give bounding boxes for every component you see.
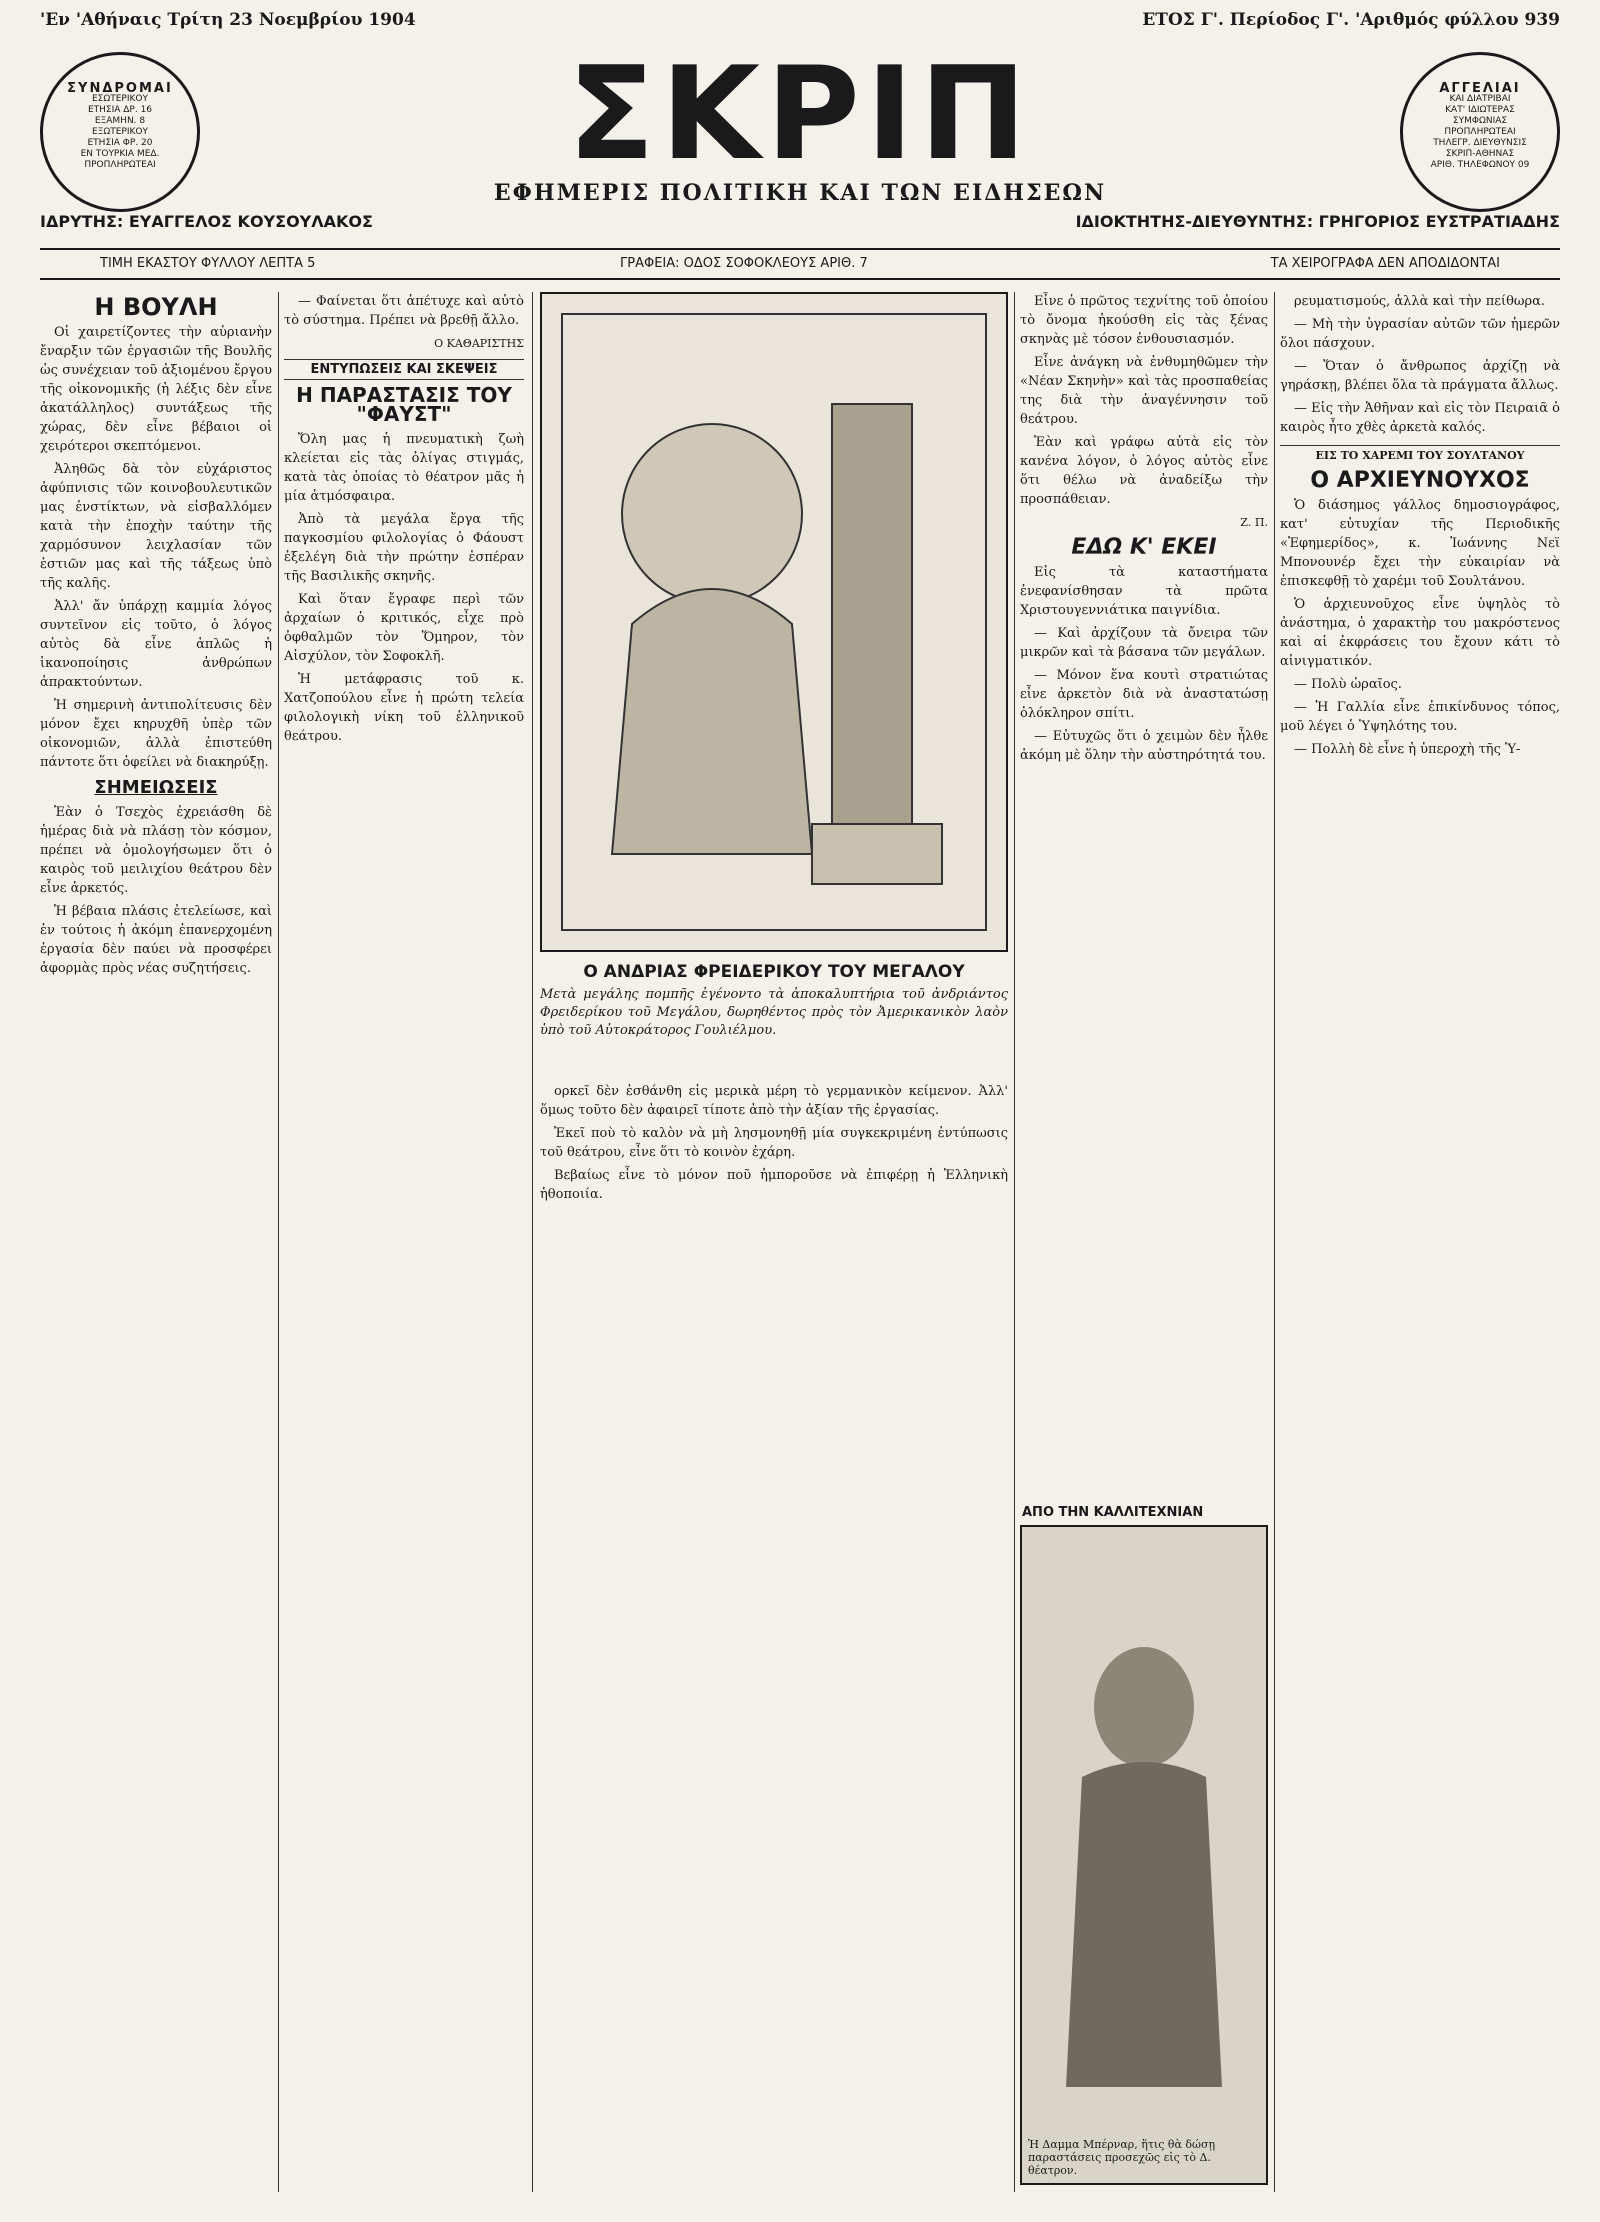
info-bar (40, 248, 1560, 280)
badge-line: ΕΤΗΣΙΑ ΔΡ. 16 (87, 105, 153, 115)
article-paragraph: Εἶνε ὁ πρῶτος τεχνίτης τοῦ ὁποίου τὸ ὄνομα ἠκούσθη εἰς τὰς ξένας σκηνὰς μὲ τόσον ἐνθουσιασμόν. (1020, 294, 1268, 347)
article-paragraph: Ἐὰν καὶ γράφω αὐτὰ εἰς τὸν κανένα λόγον, ὁ λόγος αὐτὸς εἶνε ὅτι θέλω νὰ ἀναδείξω τὴν προσπάθειαν. (1020, 435, 1268, 507)
badge-line: ΕΞΑΜΗΝ. 8 (94, 116, 146, 126)
article-paragraph: Ἀπὸ τὰ μεγάλα ἔργα τῆς παγκοσμίου φιλολογίας ὁ Φάουστ ἐξελέγη διὰ τὴν πρώτην ἑσπέραν τῆς Βασιλικῆς σκηνῆς. (284, 512, 524, 584)
art-photo-caption: Ἡ Δαμμα Μπέρναρ, ἥτις θὰ δώσῃ παραστάσεις προσεχῶς εἰς τὸ Δ. θέατρον. (1028, 2138, 1216, 2177)
subscription-badge (40, 52, 200, 212)
article-paragraph: — Φαίνεται ὅτι ἀπέτυχε καὶ αὐτὸ τὸ σύστημα. Πρέπει νὰ βρεθῇ ἄλλο. (284, 294, 524, 328)
section-label: ΕΝΤΥΠΩΣΕΙΣ ΚΑΙ ΣΚΕΨΕΙΣ (284, 359, 524, 380)
office-address: ΓΡΑΦΕΙΑ: ΟΔΟΣ ΣΟΦΟΚΛΕΟΥΣ ΑΡΙΘ. 7 (620, 256, 868, 271)
article-paragraph: Καὶ ὅταν ἔγραφε περὶ τῶν ἀρχαίων ὁ κριτικός, εἶχε πρὸ ὀφθαλμῶν τὸν Ὅμηρον, τὸν Αἰσχύλον, τὸν Σοφοκλῆ. (284, 592, 524, 664)
section-label: ΕΙΣ ΤΟ ΧΑΡΕΜΙ ΤΟΥ ΣΟΥΛΤΑΝΟΥ (1280, 445, 1560, 465)
article-paragraph: Ὁ διάσημος γάλλος δημοσιογράφος, κατ' εὐτυχίαν τῆς Περιοδικῆς «Ἐφημερίδος», κ. Ἰωάννης Νεϊ Μπονουνέρ ἔχει τὴν εὐκαιρίαν νὰ ἐπισκεφθῇ τὸ χαρέμι τοῦ Σουλτάνου. (1280, 498, 1560, 589)
badge-line: ΕΤΗΣΙΑ ΦΡ. 20 (87, 138, 153, 148)
badge-line: ΚΑΤ' ΙΔΙΩΤΕΡΑΣ (1445, 105, 1515, 115)
price-notice: ΤΙΜΗ ΕΚΑΣΤΟΥ ΦΥΛΛΟΥ ΛΕΠΤΑ 5 (100, 256, 316, 271)
article-paragraph: Ὅλη μας ἡ πνευματικὴ ζωὴ κλείεται εἰς τὰς ὀλίγας στιγμάς, κατὰ τὰς ὁποίας τὸ θέατρον μᾶς ἡ μία ἀτμόσφαιρα. (284, 432, 524, 504)
column-rule (278, 292, 279, 2192)
newspaper-subtitle: ΕΦΗΜΕΡΙΣ ΠΟΛΙΤΙΚΗ ΚΑΙ ΤΩΝ ΕΙΔΗΣΕΩΝ (493, 180, 1107, 206)
news-item: Εἰς τὰ καταστήματα ἐνεφανίσθησαν τὰ πρῶτα Χριστουγεννιάτικα παιγνίδια. (1020, 565, 1268, 618)
badge-line: ΑΡΙΘ. ΤΗΛΕΦΩΝΟΥ 09 (1430, 160, 1530, 170)
statue-caption-title: Ο ΑΝΔΡΙΑΣ ΦΡΕΙΔΕΡΙΚΟΥ ΤΟΥ ΜΕΓΑΛΟΥ (583, 962, 965, 982)
badge-line: ΣΥΜΦΩΝΙΑΣ (1452, 116, 1508, 126)
article-paragraph: Ἐὰν ὁ Τσεχὸς ἐχρειάσθη δὲ ἡμέρας διὰ νὰ πλάσῃ τὸν κόσμον, πρέπει νὰ ὁμολογήσωμεν ὅτι ὁ καιρὸς τοῦ μειλιχίου θεάτρου δὲν εἶνε ἀρκετός. (40, 805, 272, 896)
article-heading: Η ΠΑΡΑΣΤΑΣΙΣ ΤΟΥ "ΦΑΥΣΤ" (296, 383, 512, 426)
article-paragraph: — Ἡ Γαλλία εἶνε ἐπικίνδυνος τόπος, μοῦ λέγει ὁ Ὑψηλότης του. (1280, 700, 1560, 734)
column-rule (1274, 292, 1275, 2192)
column-center (540, 292, 1008, 2192)
article-paragraph: Ὁ ἀρχιευνοῦχος εἶνε ὑψηλὸς τὸ ἀνάστημα, ὁ χαρακτὴρ του μακρόστενος καὶ αἱ ἐκφράσεις του ἔχουν κάτι τὸ αἰνιγματικόν. (1280, 597, 1560, 669)
manuscripts-notice: ΤΑ ΧΕΙΡΟΓΡΑΦΑ ΔΕΝ ΑΠΟΔΙΔΟΝΤΑΙ (1270, 256, 1500, 271)
column-faust (284, 292, 524, 2192)
issue-number: ΕΤΟΣ Γ'. Περίοδος Γ'. 'Αριθμός φύλλου 939 (1142, 10, 1560, 30)
dateline-bar (40, 10, 1560, 36)
article-paragraph: Ἐκεῖ ποὺ τὸ καλὸν νὰ μὴ λησμονηθῇ μία συγκεκριμένη ἐντύπωσις τοῦ θεάτρου, εἶνε ὅτι τὸ κοινὸν ἐχάρη. (540, 1126, 1008, 1160)
badge-line: ΠΡΟΠΛΗΡΩΤΕΑΙ (1444, 127, 1516, 137)
article-heading: Η ΒΟΥΛΗ (94, 293, 218, 321)
article-paragraph: ρευματισμούς, ἀλλὰ καὶ τὴν πείθωρα. (1294, 294, 1546, 309)
article-paragraph: Ἡ βέβαια πλάσις ἐτελείωσε, καὶ ἐν τούτοις ἡ ἀκόμη ἐπανερχομένη ἐργασία δὲν παύει νὰ προσφέρει ἀφορμὰς πρὸς νέας συζητήσεις. (40, 904, 272, 976)
art-photo (1020, 1505, 1268, 2185)
statue-caption-body: Μετὰ μεγάλης πομπῆς ἐγένοντο τὰ ἀποκαλυπτήρια τοῦ ἀνδριάντος Φρειδερίκου τοῦ Μεγάλου, δωρηθέντος πρὸς τὸν Ἀμερικανικὸν λαὸν ὑπὸ τοῦ Αὐτοκράτορος Γουλιέλμου. (540, 987, 1008, 1038)
column-rule (1014, 292, 1015, 2192)
article-paragraph: — Ὅταν ὁ ἄνθρωπος ἀρχίζῃ νὰ γηράσκῃ, βλέπει ὅλα τὰ πράγματα ἄλλως. (1280, 359, 1560, 393)
article-paragraph: — Εἰς τὴν Ἀθῆναν καὶ εἰς τὸν Πειραιᾶ ὁ καιρὸς ἦτο χθὲς ἀρκετὰ καλός. (1280, 401, 1560, 435)
news-item: — Εὐτυχῶς ὅτι ὁ χειμὼν δὲν ἦλθε ἀκόμη μὲ ὅλην τὴν αὐστηρότητά του. (1020, 729, 1268, 763)
badge-line: ΣΚΡΙΠ-ΑΘΗΝΑΣ (1445, 149, 1515, 159)
badge-line: ΕΝ ΤΟΥΡΚΙΑ ΜΕΔ. (80, 149, 160, 159)
badge-line: ΕΣΩΤΕΡΙΚΟΥ (92, 94, 148, 104)
signature: Ζ. Π. (1240, 516, 1268, 529)
article-heading: ΣΗΜΕΙΩΣΕΙΣ (94, 777, 218, 798)
column-vouli (40, 292, 272, 2192)
masthead (300, 40, 1300, 206)
article-paragraph: Βεβαίως εἶνε τὸ μόνον ποῦ ἠμποροῦσε νὰ ἐπιφέρῃ ἡ Ἑλληνικὴ ἡθοποιία. (540, 1168, 1008, 1202)
advertising-badge (1400, 52, 1560, 212)
column-edo-kekei (1020, 292, 1268, 1502)
actress-portrait-image (1022, 1527, 1266, 2127)
article-paragraph: Οἱ χαιρετίζοντες τὴν αὐριανὴν ἔναρξιν τῶν ἐργασιῶν τῆς Βουλῆς ὡς συνέχειαν τοῦ ἀξιομένου ἔργου τῆς οἰκονομικῆς (ἡ λέξις δὲν εἶνε ἀκατάλληλος) συντάξεως τῆς χώρας, δὲν εἶνε βέβαιοι οἱ χειρότεροι σκεπτόμενοι. (40, 325, 272, 454)
article-paragraph: ορκεῖ δὲν ἐσθάνθη εἰς μερικὰ μέρη τὸ γερμανικὸν κείμενον. Ἀλλ' ὅμως τοῦτο δὲν ἀφαιρεῖ τίποτε ἀπὸ τὴν ἀξίαν τῆς ἐργασίας. (540, 1084, 1008, 1118)
article-paragraph: Ἡ σημερινὴ ἀντιπολίτευσις δὲν μόνον ἔχει κηρυχθῆ ὑπὲρ τῶν οἰκονομιῶν, ἀλλὰ ἐπιστεύθη πάντοτε ὅτι ὀφείλει νὰ διακηρύξῃ. (40, 698, 272, 770)
badge-line: ΤΗΛΕΓΡ. ΔΙΕΥΘΥΝΣΙΣ (1433, 138, 1527, 148)
article-paragraph: — Πολὺ ὡραῖος. (1294, 677, 1402, 692)
owner-line: ΙΔΙΟΚΤΗΤΗΣ-ΔΙΕΥΘΥΝΤΗΣ: ΓΡΗΓΟΡΙΟΣ ΕΥΣΤΡΑΤΙΑΔΗΣ (1075, 212, 1560, 231)
advertising-badge-title: ΑΓΓΕΛΙΑΙ (1439, 81, 1521, 96)
signature: Ο ΚΑΘΑΡΙΣΤΗΣ (434, 337, 524, 350)
badge-line: ΕΞΩΤΕΡΙΚΟΥ (92, 127, 148, 137)
article-heading: Ο ΑΡΧΙΕΥΝΟΥΧΟΣ (1310, 468, 1530, 493)
subscription-badge-title: ΣΥΝΔΡΟΜΑΙ (67, 81, 173, 96)
dateline: 'Εν 'Αθήναις Τρίτη 23 Νοεμβρίου 1904 (40, 10, 416, 30)
column-rule (532, 292, 533, 2192)
article-paragraph: Εἶνε ἀνάγκη νὰ ἐνθυμηθῶμεν τὴν «Νέαν Σκηνὴν» καὶ τὰς προσπαθείας της διὰ τὴν ἀναγέννησιν τοῦ θεάτρου. (1020, 355, 1268, 427)
article-paragraph: — Μὴ τὴν ὑγρασίαν αὐτῶν τῶν ἡμερῶν ὅλοι πάσχουν. (1280, 317, 1560, 351)
news-item: — Καὶ ἀρχίζουν τὰ ὄνειρα τῶν μικρῶν καὶ τὰ βάσανα τῶν μεγάλων. (1020, 626, 1268, 660)
article-paragraph: Ἀλλ' ἄν ὑπάρχῃ καμμία λόγος συντεῖνον εἰς τοῦτο, ὁ λόγος αὐτὸς δὰ εἶνε ἁπλῶς ἡ ἱκανοποίησις ἀνθρώπων ἀπρακτούντων. (40, 599, 272, 690)
news-item: — Μόνον ἕνα κουτὶ στρατιώτας εἶνε ἀρκετὸν διὰ νὰ ἀναστατώσῃ ὁλόκληρον σπίτι. (1020, 668, 1268, 721)
badge-line: ΚΑΙ ΔΙΑΤΡΙΒΑΙ (1449, 94, 1511, 104)
founder-line: ΙΔΡΥΤΗΣ: ΕΥΑΓΓΕΛΟΣ ΚΟΥΣΟΥΛΑΚΟΣ (40, 212, 373, 231)
article-paragraph: — Πολλὴ δὲ εἶνε ἡ ὑπεροχὴ τῆς Ὑ- (1294, 742, 1521, 757)
art-photo-heading: ΑΠΟ ΤΗΝ ΚΑΛΛΙΤΕΧΝΙΑΝ (1022, 1505, 1204, 1520)
newspaper-title: ΣΚΡΙΠ (567, 40, 1033, 189)
center-text (540, 1082, 1008, 1208)
article-heading: ΕΔΩ Κ' ΕΚΕΙ (1071, 535, 1217, 560)
article-paragraph: Ἀληθῶς δὰ τὸν εὐχάριστος ἀφύπνισις τῶν κοινοβουλευτικῶν μας ἐνστίκτων, νὰ εἰσβαλλόμεν κατὰ τὴν ἐποχὴν ταύτην τῆς χαρμόσυνον λειχλασίαν τῶν ἑστιῶν μας καὶ τῆς τάξεως ὑπὸ τῆς καλῆς. (40, 462, 272, 591)
badge-line: ΠΡΟΠΛΗΡΩΤΕΑΙ (84, 160, 156, 170)
column-archieunouchos (1280, 292, 1560, 2192)
article-paragraph: Ἡ μετάφρασις τοῦ κ. Χατζοπούλου εἶνε ἡ πρώτη τελεία φιλολογικὴ νίκη τοῦ ἑλληνικοῦ θεάτρου. (284, 672, 524, 744)
